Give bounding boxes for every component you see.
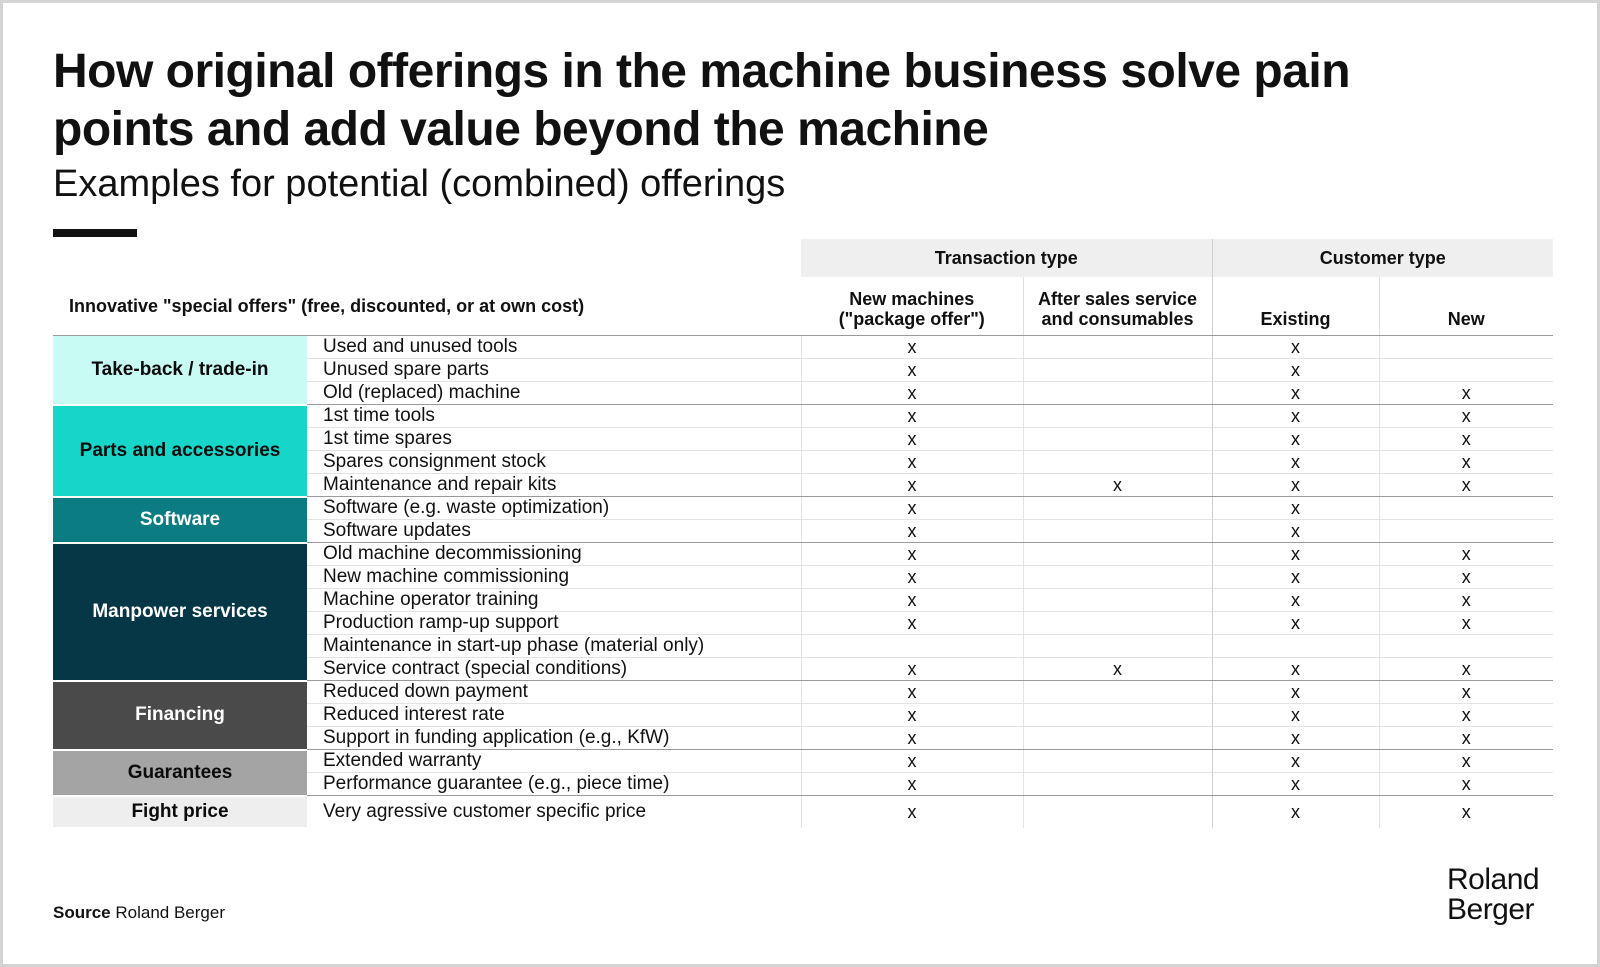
mark-existing: x [1212, 589, 1379, 612]
group-header-blank [53, 239, 801, 277]
mark-after-sales [1023, 428, 1212, 451]
mark-new-machines: x [801, 359, 1023, 382]
column-header-new-machines-line2: ("package offer") [838, 309, 985, 329]
source-value: Roland Berger [115, 903, 225, 922]
mark-new-machines: x [801, 704, 1023, 727]
mark-after-sales [1023, 704, 1212, 727]
column-header-new-machines [801, 277, 1023, 336]
mark-new: x [1379, 727, 1553, 750]
mark-existing: x [1212, 566, 1379, 589]
offer-item-label: Software (e.g. waste optimization) [307, 497, 801, 520]
mark-existing: x [1212, 681, 1379, 704]
mark-new: x [1379, 428, 1553, 451]
mark-new-machines: x [801, 520, 1023, 543]
mark-after-sales: x [1023, 474, 1212, 497]
mark-new: x [1379, 543, 1553, 566]
mark-new-machines: x [801, 796, 1023, 828]
mark-new-machines: x [801, 612, 1023, 635]
mark-new-machines: x [801, 382, 1023, 405]
mark-after-sales [1023, 566, 1212, 589]
mark-existing: x [1212, 336, 1379, 359]
mark-existing: x [1212, 704, 1379, 727]
mark-existing: x [1212, 428, 1379, 451]
mark-new [1379, 336, 1553, 359]
mark-after-sales [1023, 520, 1212, 543]
table-body [53, 336, 1553, 828]
offer-item-label: Unused spare parts [307, 359, 801, 382]
mark-after-sales [1023, 796, 1212, 828]
offer-item-label: 1st time spares [307, 428, 801, 451]
table-row [53, 543, 1553, 566]
mark-new-machines: x [801, 428, 1023, 451]
roland-berger-logo [1447, 865, 1557, 925]
mark-new-machines: x [801, 566, 1023, 589]
offerings-table-wrap [53, 239, 1553, 829]
offer-item-label: Reduced interest rate [307, 704, 801, 727]
mark-after-sales [1023, 635, 1212, 658]
offer-item-label: Service contract (special conditions) [307, 658, 801, 681]
mark-existing: x [1212, 612, 1379, 635]
mark-new-machines: x [801, 336, 1023, 359]
mark-new-machines: x [801, 497, 1023, 520]
mark-new [1379, 497, 1553, 520]
table-row [53, 405, 1553, 428]
offer-item-label: Production ramp-up support [307, 612, 801, 635]
offer-item-label: Old (replaced) machine [307, 382, 801, 405]
offer-item-label: New machine commissioning [307, 566, 801, 589]
column-header-existing: Existing [1212, 277, 1379, 336]
mark-new: x [1379, 773, 1553, 796]
logo-line-1: Roland [1447, 863, 1540, 896]
offer-item-label: Very agressive customer specific price [323, 800, 647, 822]
category-label: Guarantees [53, 750, 307, 796]
page-subtitle: Examples for potential (combined) offerings [53, 163, 786, 205]
table-row [53, 796, 1553, 828]
mark-existing: x [1212, 451, 1379, 474]
group-header-row [53, 239, 1553, 277]
category-label: Manpower services [53, 543, 307, 681]
mark-new-machines: x [801, 658, 1023, 681]
mark-new-machines: x [801, 474, 1023, 497]
column-header-new-machines-line1: New machines [849, 289, 975, 309]
mark-existing: x [1212, 750, 1379, 773]
mark-new-machines: x [801, 681, 1023, 704]
mark-after-sales [1023, 612, 1212, 635]
mark-new: x [1379, 589, 1553, 612]
mark-existing: x [1212, 727, 1379, 750]
column-header-after-sales-line2: and consumables [1041, 309, 1194, 329]
table-row [53, 750, 1553, 773]
mark-new [1379, 359, 1553, 382]
mark-new-machines: x [801, 727, 1023, 750]
offer-item-label: Machine operator training [307, 589, 801, 612]
mark-new: x [1379, 750, 1553, 773]
category-label: Financing [53, 681, 307, 750]
mark-after-sales [1023, 405, 1212, 428]
source-note [53, 903, 225, 923]
mark-new: x [1379, 405, 1553, 428]
mark-new: x [1379, 566, 1553, 589]
mark-new: x [1379, 658, 1553, 681]
offer-item-label: Performance guarantee (e.g., piece time) [307, 773, 801, 796]
mark-new [1379, 520, 1553, 543]
mark-new: x [1379, 451, 1553, 474]
offer-item-label: Used and unused tools [307, 336, 801, 359]
mark-existing: x [1212, 658, 1379, 681]
offer-item-label: Maintenance in start-up phase (material only) [307, 635, 801, 658]
group-header-customer-type: Customer type [1212, 239, 1553, 277]
mark-new: x [1379, 612, 1553, 635]
offer-item-label: Extended warranty [307, 750, 801, 773]
offer-item-label: Spares consignment stock [307, 451, 801, 474]
mark-existing: x [1212, 497, 1379, 520]
mark-new: x [1379, 382, 1553, 405]
mark-after-sales [1023, 382, 1212, 405]
mark-existing: x [1212, 405, 1379, 428]
mark-new-machines: x [801, 543, 1023, 566]
mark-after-sales [1023, 681, 1212, 704]
mark-existing: x [1212, 520, 1379, 543]
mark-after-sales [1023, 589, 1212, 612]
column-header-offers: Innovative "special offers" (free, discounted, or at own cost) [53, 277, 801, 336]
mark-after-sales [1023, 497, 1212, 520]
mark-new [1379, 635, 1553, 658]
mark-new-machines: x [801, 451, 1023, 474]
column-header-after-sales [1023, 277, 1212, 336]
offer-item-label: 1st time tools [307, 405, 801, 428]
offerings-table [53, 239, 1553, 829]
mark-existing: x [1212, 359, 1379, 382]
mark-new-machines [801, 635, 1023, 658]
mark-existing: x [1212, 474, 1379, 497]
offer-item-label: Reduced down payment [307, 681, 801, 704]
mark-existing: x [1212, 773, 1379, 796]
mark-after-sales [1023, 773, 1212, 796]
mark-new-machines: x [801, 750, 1023, 773]
category-label: Fight price [53, 796, 307, 828]
mark-existing: x [1212, 796, 1379, 828]
mark-new-machines: x [801, 773, 1023, 796]
offer-item-label: Software updates [307, 520, 801, 543]
category-label: Parts and accessories [53, 405, 307, 497]
mark-existing [1212, 635, 1379, 658]
mark-after-sales [1023, 727, 1212, 750]
mark-after-sales: x [1023, 658, 1212, 681]
mark-after-sales [1023, 543, 1212, 566]
mark-after-sales [1023, 451, 1212, 474]
mark-after-sales [1023, 750, 1212, 773]
mark-new: x [1379, 796, 1553, 828]
category-label: Take-back / trade-in [53, 336, 307, 405]
mark-new-machines: x [801, 405, 1023, 428]
mark-new: x [1379, 681, 1553, 704]
mark-after-sales [1023, 336, 1212, 359]
mark-new-machines: x [801, 589, 1023, 612]
logo-line-2: Berger [1447, 893, 1535, 926]
mark-new: x [1379, 704, 1553, 727]
offer-item-label: Old machine decommissioning [307, 543, 801, 566]
category-label: Software [53, 497, 307, 543]
offer-item-label: Support in funding application (e.g., KfW) [307, 727, 801, 750]
column-header-row [53, 277, 1553, 336]
title-divider [53, 229, 137, 237]
mark-after-sales [1023, 359, 1212, 382]
column-header-after-sales-line1: After sales service [1037, 289, 1198, 309]
table-row [53, 497, 1553, 520]
mark-new: x [1379, 474, 1553, 497]
table-row [53, 336, 1553, 359]
mark-existing: x [1212, 543, 1379, 566]
column-header-new: New [1379, 277, 1553, 336]
mark-existing: x [1212, 382, 1379, 405]
table-row [53, 681, 1553, 704]
offer-item-label: Maintenance and repair kits [307, 474, 801, 497]
source-label: Source [53, 903, 111, 922]
group-header-transaction-type: Transaction type [801, 239, 1212, 277]
page-title: How original offerings in the machine business solve pain points and add value beyond the machine [53, 45, 1351, 156]
